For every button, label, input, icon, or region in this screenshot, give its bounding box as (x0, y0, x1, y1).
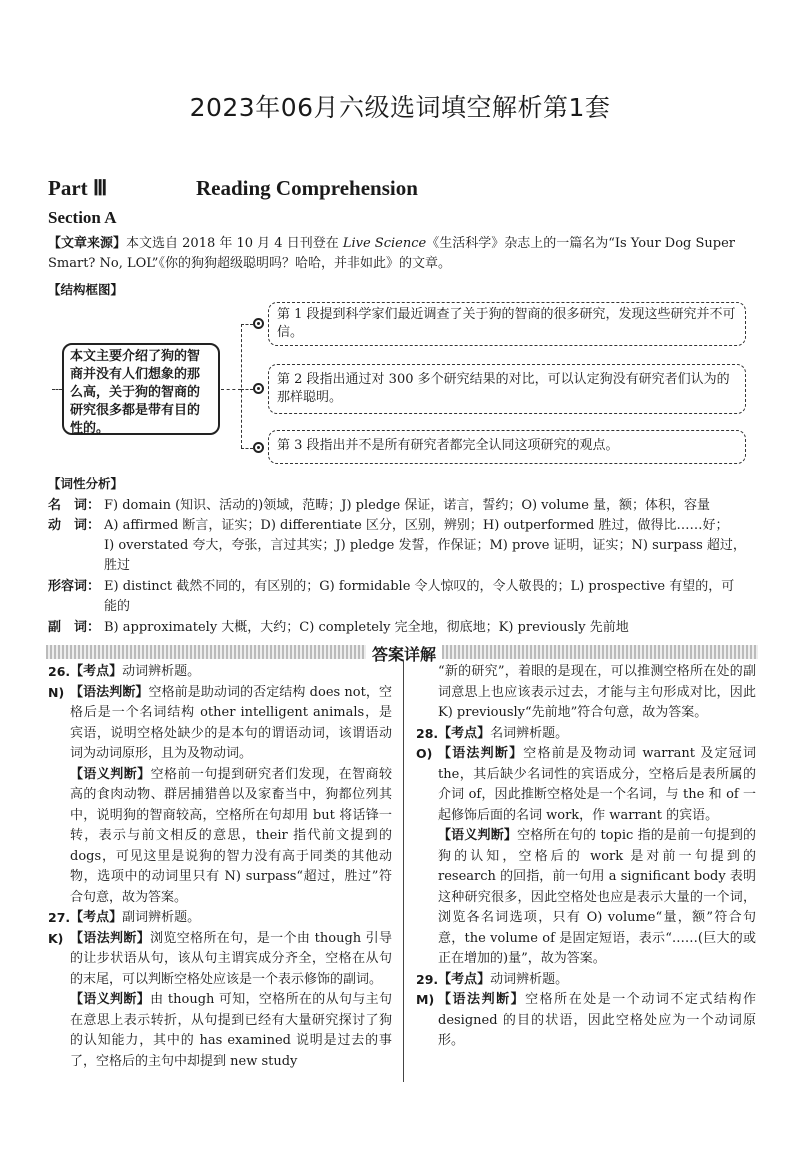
source-text-a: 本文选自 2018 年 10 月 4 日刊登在 (126, 236, 343, 251)
answer-tag: 【语义判断】 (70, 992, 151, 1007)
answer-paragraph (416, 724, 756, 745)
answer-body (438, 662, 756, 724)
answer-body (70, 683, 392, 765)
answer-tag: 【考点】 (438, 725, 491, 741)
answer-header: 答案详解 (366, 642, 442, 665)
connector (241, 448, 253, 449)
answer-text: 由 though 可知，空格所在的从句与主句在意思上表示转折，从句提到已经有大量研究探讨了狗的认知能力，其中的 has examined 说明是过去的事了，空格后的主句中却提到 new study (70, 992, 392, 1069)
word-analysis-tag: 【词性分析】 (48, 476, 124, 491)
part-label: Part Ⅲ (48, 176, 108, 200)
answer-tag: 【语法判断】 (70, 930, 151, 946)
structure-main-text: 本文主要介绍了狗的智商并没有人们想象的那么高，关于狗的智商的研究很多都是带有目的性的。 (70, 349, 201, 436)
answer-paragraph (48, 683, 392, 765)
answer-body (438, 990, 756, 1052)
structure-tag: 【结构框图】 (48, 282, 124, 297)
answer-paragraph (48, 929, 392, 991)
answer-paragraph (416, 990, 756, 1052)
answer-text: 空格前一句提到研究者们发现，在智商较高的食肉动物、群居捕猎兽以及家畜当中，狗都位列其中，说明狗的智商较高，空格所在句却用 but 将话锋一转，表示与前文相反的意思，their 指代前文提到的 dogs，可见这里是说狗的智力没有高于同类的其他动物，选项中的动词里只有 N) surpass“超过，胜过”符合句意，故为答案。 (70, 766, 392, 905)
structure-para3: 第 3 段指出并不是所有研究者都完全认同这项研究的观点。 (277, 438, 619, 453)
answer-tag: 【考点】 (70, 910, 123, 925)
answer-number: 29. (416, 971, 439, 987)
answer-paragraph (48, 662, 392, 683)
answer-tag: 【考点】 (438, 971, 491, 987)
answer-number: 27. (48, 910, 71, 925)
answer-body (70, 990, 392, 1072)
answer-text: “新的研究”，着眼的是现在，可以推测空格所在处的副词意思上也应该表示过去，才能与主句形成对比，因此 K) previously“先前地”符合句意，故为答案。 (438, 664, 756, 720)
source-magazine: Live Science (342, 236, 427, 251)
answer-body (70, 662, 392, 683)
answer-body (70, 929, 392, 991)
page-title: 2023年06月六级选词填空解析第1套 (189, 93, 611, 122)
answer-tag: 【考点】 (70, 664, 123, 679)
connector (241, 389, 253, 390)
structure-para3-box (268, 430, 746, 464)
answer-text: 动词辨析题。 (122, 664, 201, 679)
answer-number: O) (416, 746, 433, 761)
answer-text: 空格所在句的 topic 指的是前一句提到的狗的认知，空格后的 work 是对前一句提到的 research 的回指，前一句用 a significant body 表明这种研究很多，因此空格处也应是表示大量的一个词，浏览各名词选项，只有 O) volume“量，额”符合句意，the volume of 是固定短语，表示“……(巨大的或正在增加的)量”，故为答案。 (438, 828, 756, 966)
answer-number: 28. (416, 725, 439, 741)
structure-para2-box (268, 364, 746, 414)
source-tag: 【文章来源】 (48, 236, 127, 251)
answer-number: 26. (48, 664, 71, 679)
part-name: Reading Comprehension (196, 176, 418, 200)
source-line2: Smart? No, LOL”《你的狗狗超级聪明吗？哈哈，并非如此》的文章。 (48, 256, 451, 271)
noun-list: F) domain (知识、活动的)领域，范畴；J) pledge 保证，诺言，誓约；O) volume 量，额；体积，容量 (104, 498, 711, 513)
node-circle-icon (253, 318, 264, 329)
answer-paragraph (48, 908, 392, 929)
answer-tag: 【语法判断】 (438, 992, 526, 1007)
column-divider (403, 660, 404, 1082)
connector (52, 389, 62, 390)
verb-label: 动 词： (48, 518, 101, 533)
right-column (416, 662, 756, 1052)
answer-paragraph (48, 765, 392, 909)
answer-number (416, 662, 438, 724)
answer-number (416, 826, 438, 970)
adj-label: 形容词： (48, 579, 101, 594)
answer-body (70, 765, 392, 909)
noun-label: 名 词： (48, 498, 101, 513)
connector (241, 324, 242, 448)
adj-list-2: 能的 (104, 599, 131, 614)
answer-body (438, 724, 756, 745)
answer-paragraph (416, 662, 756, 724)
answer-text: 空格前是助动词的否定结构 does not，空格后是一个名词结构 other intelligent animals，是宾语，说明空格处缺少的是本句的谓语动词，该谓语动词为动词原形，且为及物动词。 (70, 684, 392, 761)
answer-tag: 【语义判断】 (70, 766, 151, 782)
structure-para2: 第 2 段指出通过对 300 多个研究结果的对比，可以认定狗没有研究者们认为的那样聪明。 (277, 372, 730, 405)
structure-para1-box (268, 302, 746, 346)
left-column (48, 662, 392, 1072)
connector (241, 324, 253, 325)
node-circle-icon (253, 442, 264, 453)
adv-label: 副 词： (48, 620, 101, 635)
answer-text: 空格前是及物动词 warrant 及定冠词 the，其后缺少名词性的宾语成分，空格后是表所属的介词 of，因此推断空格处是一个名词，与 the 和 of 一起修饰后面的名词 work，作 warrant 的宾语。 (438, 746, 756, 823)
connector (221, 389, 241, 390)
answer-number (48, 765, 70, 909)
node-circle-icon (253, 383, 264, 394)
answer-text: 空格所在处是一个动词不定式结构作 designed 的目的状语，因此空格处应为一个动词原形。 (438, 992, 756, 1048)
verb-list-1: A) affirmed 断言，证实；D) differentiate 区分，区别，辨别；H) outperformed 胜过，做得比……好； (104, 518, 729, 533)
answer-text: 动词辨析题。 (490, 971, 569, 987)
verb-list-3: 胜过 (104, 558, 131, 573)
adj-list-1: E) distinct 截然不同的，有区别的；G) formidable 令人惊叹的，令人敬畏的；L) prospective 有望的，可 (104, 579, 735, 594)
adv-list: B) approximately 大概，大约；C) completely 完全地，彻底地；K) previously 先前地 (104, 620, 629, 635)
answer-body (438, 826, 756, 970)
answer-number: N) (48, 684, 65, 700)
answer-body (438, 744, 756, 826)
answer-text: 名词辨析题。 (490, 725, 569, 741)
answer-tag: 【语义判断】 (438, 828, 518, 843)
answer-body (438, 970, 756, 991)
verb-list-2: I) overstated 夸大，夸张，言过其实；J) pledge 发誓，作保证；M) prove 证明，证实；N) surpass 超过， (104, 538, 746, 553)
answer-text: 浏览空格所在句，是一个由 though 引导的让步状语从句，该从句主谓宾成分齐全，空格在从句的末尾，可以判断空格处应该是一个表示修饰的副词。 (70, 930, 392, 987)
answer-number: K) (48, 930, 64, 946)
answer-body (70, 908, 392, 929)
article-source (48, 234, 768, 254)
answer-number: M) (416, 992, 435, 1007)
answer-paragraph (416, 826, 756, 970)
answer-paragraph (416, 970, 756, 991)
answer-number (48, 990, 70, 1072)
structure-para1: 第 1 段提到科学家们最近调查了关于狗的智商的很多研究，发现这些研究并不可信。 (277, 307, 736, 340)
answer-paragraph (416, 744, 756, 826)
answer-tag: 【语法判断】 (438, 746, 524, 761)
answer-text: 副词辨析题。 (122, 910, 201, 925)
source-text-b: 《生活科学》杂志上的一篇名为“Is Your Dog Super (426, 236, 735, 251)
structure-main-box (62, 343, 220, 435)
answer-paragraph (48, 990, 392, 1072)
section-label: Section A (48, 208, 117, 227)
answer-tag: 【语法判断】 (70, 684, 149, 700)
